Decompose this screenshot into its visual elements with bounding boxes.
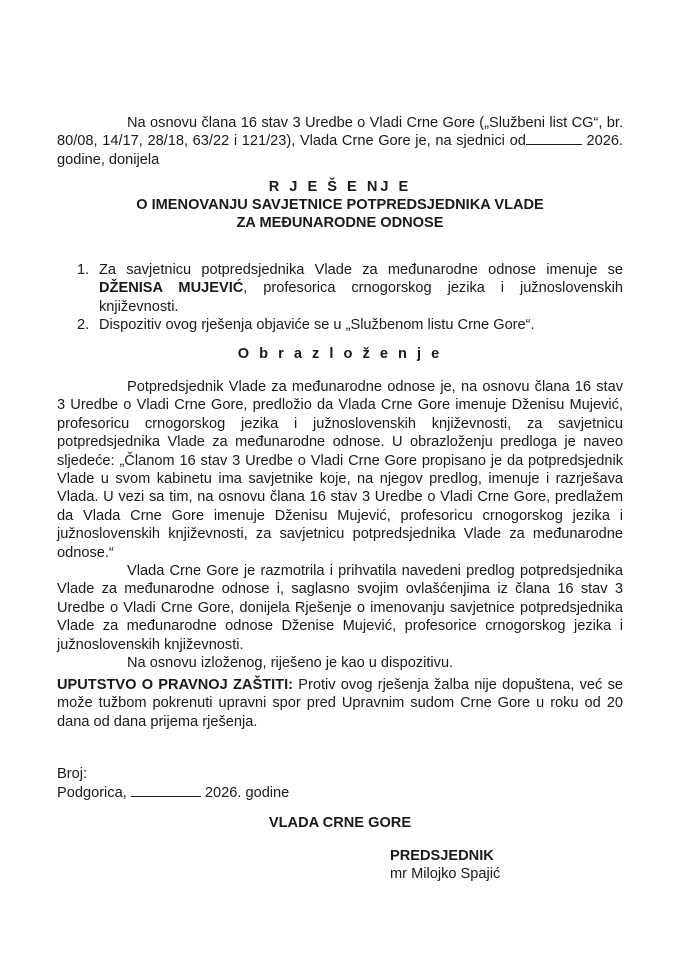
item-text: Za savjetnicu potpredsjednika Vlade za međunarodne odnose imenuje se [99,262,623,278]
date-blank [131,784,201,797]
legal-remedy-text: Protiv ovog rješenja žalba nije dopuštena, već se može tužbom pokrenuti upravni spor pred Upravnim sudom Crne Gore u roku od 20 dana od dana prijema rješenja. [57,677,623,730]
dispositive-item [77,316,623,334]
item-number: 1. [77,262,90,278]
signature-block [390,847,500,883]
reasoning-paragraph: Na osnovu izloženog, riješeno je kao u dispozitivu. [127,655,454,672]
reasoning-heading: O b r a z l o ž e n j e [237,346,443,362]
item-number: 2. [77,317,90,334]
appointee-name: DŽENISA MUJEVIĆ [99,280,244,297]
year: 2026. godine [200,785,290,801]
legal-remedy [57,676,623,731]
reasoning-paragraph: Vlada Crne Gore je razmotrila i prihvatila navedeni predlog potpredsjednika Vlade za međunarodne odnose i, saglasno svojim ovlašćenjima iz člana 16 stav 3 Uredbe o Vladi Crne Gore, donijela Rješenje o imenovanju savjetnice potpredsjednika Vlade za međunarodne odnose Dženise Mujević, profesorice crnogorskog jezika i južnoslovenskih književnosti. [57,563,623,653]
reasoning-paragraph: Potpredsjednik Vlade za međunarodne odnose je, na osnovu člana 16 stav 3 Uredbe o Vladi Crne Gore, predložio da Vlada Crne Gore imenuje Dženisu Mujević, profesoricu crnogorskog jezika i južnoslovenskih književnosti, za savjetnicu potpredsjednika Vlade za međunarodne odnose. U obrazloženju predloga je naveo sljedeće: „Članom 16 stav 3 Uredbe o Vladi Crne Gore propisano je da potpredsjednik Vlade u svom kabinetu ima savjetnike koje, na njegov predlog, imenuje i razrješava Vlada. U vezi sa tim, na osnovu člana 16 stav 3 Uredbe o Vladi Crne Gore, predlažem da Vlada Crne Gore imenuje Dženisu Mujević, profesoricu crnogorskog jezika i južnoslovenskih književnosti, za savjetnicu potpredsjednika Vlade za međunarodne odnose.“ [57,379,623,561]
legal-remedy-label: UPUTSTVO O PRAVNOJ ZAŠTITI: [57,677,294,693]
decision-subtitle-line2: ZA MEĐUNARODNE ODNOSE [236,215,444,231]
item-text: Dispozitiv ovog rješenja objaviće se u „Službenom listu Crne Gore“. [99,317,535,334]
decision-title [57,178,623,232]
reasoning-section [57,378,623,673]
signatory-role: PREDSJEDNIK [390,848,494,864]
intro-paragraph [57,114,623,169]
decision-heading: R J E Š E NJ E [268,179,412,195]
session-date-blank [526,132,582,145]
intro-text: Na osnovu člana 16 stav 3 Uredbe o Vladi Crne Gore („Službeni list CG“, br. 80/08, 14/17, 28/18, 63/22 i 121/23), Vlada Crne Gore je, na sjednici od [57,115,623,150]
decision-subtitle-line1: O IMENOVANJU SAVJETNICE POTPREDSJEDNIKA VLADE [136,197,544,213]
place: Podgorica, [57,785,131,801]
dispositive-item [77,261,623,316]
government-name: VLADA CRNE GORE [268,815,412,831]
intro-text-end: 2026. godine, donijela [57,133,623,168]
dispositive-list [77,261,623,335]
reference-block [57,765,289,803]
number-label: Broj: [57,766,88,782]
signatory-name: mr Milojko Spajić [390,866,501,882]
item-text-end: , profesorica crnogorskog jezika i južnoslovenskih književnosti. [99,280,623,315]
place-date [57,784,289,803]
